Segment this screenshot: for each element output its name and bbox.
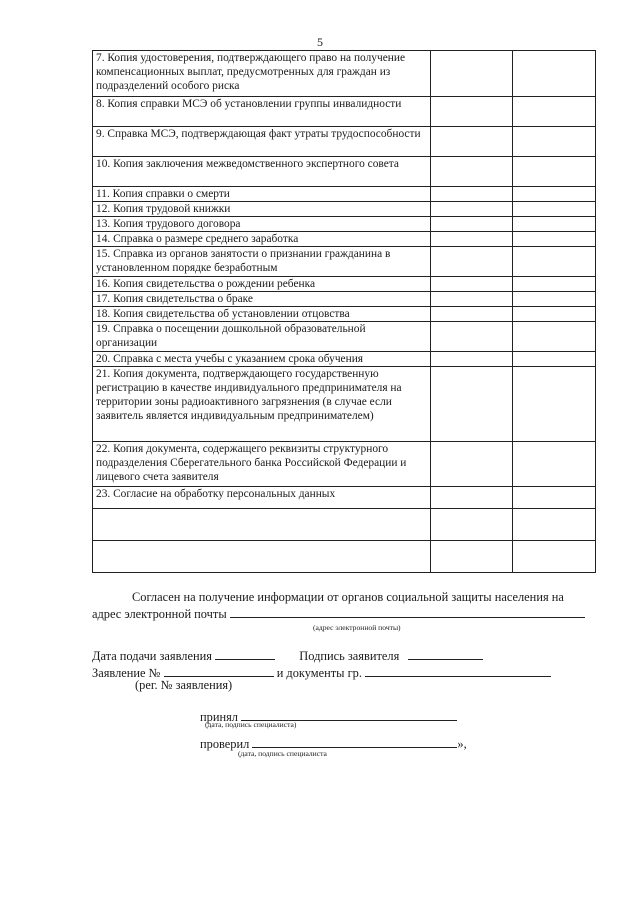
document-name-cell: 9. Справка МСЭ, подтверждающая факт утраты трудоспособности	[93, 127, 431, 157]
document-mark-cell[interactable]	[431, 352, 513, 367]
document-note-cell[interactable]	[513, 307, 596, 322]
document-mark-cell[interactable]	[431, 247, 513, 277]
submission-date-line[interactable]	[215, 647, 275, 660]
checked-signature-line[interactable]	[252, 735, 457, 748]
email-consent	[92, 590, 595, 622]
table-row	[93, 322, 596, 352]
document-note-cell[interactable]	[513, 367, 596, 442]
document-mark-cell[interactable]	[431, 292, 513, 307]
document-note-cell[interactable]	[513, 277, 596, 292]
document-name-cell: 15. Справка из органов занятости о признании гражданина в установленном порядке безработным	[93, 247, 431, 277]
applicant-signature-label: Подпись заявителя	[299, 649, 400, 663]
table-row	[93, 187, 596, 202]
table-row	[93, 217, 596, 232]
document-mark-cell[interactable]	[431, 509, 513, 541]
document-mark-cell[interactable]	[431, 442, 513, 487]
document-mark-cell[interactable]	[431, 541, 513, 573]
table-row	[93, 202, 596, 217]
table-row	[93, 367, 596, 442]
document-mark-cell[interactable]	[431, 217, 513, 232]
document-name-cell: 18. Копия свидетельства об установлении отцовства	[93, 307, 431, 322]
application-footer	[92, 647, 551, 681]
document-mark-cell[interactable]	[431, 127, 513, 157]
document-mark-cell[interactable]	[431, 277, 513, 292]
document-mark-cell[interactable]	[431, 202, 513, 217]
table-row	[93, 127, 596, 157]
application-no-line[interactable]	[164, 664, 274, 677]
document-mark-cell[interactable]	[431, 51, 513, 97]
document-name-cell: 16. Копия свидетельства о рождении ребенка	[93, 277, 431, 292]
table-row	[93, 51, 596, 97]
document-note-cell[interactable]	[513, 509, 596, 541]
table-row	[93, 509, 596, 541]
documents-label: и документы гр.	[276, 666, 362, 680]
email-caption: (адрес электронной почты)	[313, 623, 401, 632]
document-note-cell[interactable]	[513, 232, 596, 247]
document-note-cell[interactable]	[513, 127, 596, 157]
reg-no-caption: (рег. № заявления)	[135, 678, 233, 692]
document-name-cell: 20. Справка с места учебы с указанием срока обучения	[93, 352, 431, 367]
document-note-cell[interactable]	[513, 292, 596, 307]
document-note-cell[interactable]	[513, 97, 596, 127]
checked-quote-end: »,	[457, 737, 467, 751]
document-note-cell[interactable]	[513, 217, 596, 232]
document-name-cell: 12. Копия трудовой книжки	[93, 202, 431, 217]
table-row	[93, 97, 596, 127]
document-note-cell[interactable]	[513, 541, 596, 573]
document-mark-cell[interactable]	[431, 367, 513, 442]
document-note-cell[interactable]	[513, 352, 596, 367]
document-note-cell[interactable]	[513, 51, 596, 97]
table-row	[93, 307, 596, 322]
table-row	[93, 232, 596, 247]
table-row	[93, 442, 596, 487]
document-name-cell: 17. Копия свидетельства о браке	[93, 292, 431, 307]
document-name-cell	[93, 509, 431, 541]
applicant-signature-line[interactable]	[408, 647, 483, 660]
email-input-line[interactable]	[230, 605, 585, 618]
document-name-cell: 19. Справка о посещении дошкольной образовательной организации	[93, 322, 431, 352]
document-name-cell: 7. Копия удостоверения, подтверждающего право на получение компенсационных выплат, предусмотренных для граждан из подразделений особого риска	[93, 51, 431, 97]
documents-citizen-line[interactable]	[365, 664, 551, 677]
document-name-cell: 13. Копия трудового договора	[93, 217, 431, 232]
document-name-cell: 14. Справка о размере среднего заработка	[93, 232, 431, 247]
document-name-cell: 10. Копия заключения межведомственного экспертного совета	[93, 157, 431, 187]
document-name-cell	[93, 541, 431, 573]
document-note-cell[interactable]	[513, 157, 596, 187]
table-row	[93, 157, 596, 187]
document-mark-cell[interactable]	[431, 307, 513, 322]
submission-date-label: Дата подачи заявления	[92, 649, 212, 663]
document-name-cell: 22. Копия документа, содержащего реквизиты структурного подразделения Сберегательного банка Российской Федерации и лицевого счета заявителя	[93, 442, 431, 487]
document-name-cell: 8. Копия справки МСЭ об установлении группы инвалидности	[93, 97, 431, 127]
application-no-label: Заявление №	[92, 666, 161, 680]
page-number: 5	[317, 35, 323, 49]
document-note-cell[interactable]	[513, 322, 596, 352]
checked-caption: (дата, подпись специалиста	[238, 749, 327, 758]
document-note-cell[interactable]	[513, 442, 596, 487]
document-note-cell[interactable]	[513, 247, 596, 277]
document-mark-cell[interactable]	[431, 232, 513, 247]
document-note-cell[interactable]	[513, 487, 596, 509]
document-mark-cell[interactable]	[431, 322, 513, 352]
document-mark-cell[interactable]	[431, 487, 513, 509]
document-mark-cell[interactable]	[431, 157, 513, 187]
table-row	[93, 487, 596, 509]
document-note-cell[interactable]	[513, 202, 596, 217]
consent-text: Согласен на получение информации от органов социальной защиты населения на	[132, 590, 564, 604]
table-row	[93, 352, 596, 367]
accepted-label: принял	[200, 710, 238, 724]
document-mark-cell[interactable]	[431, 97, 513, 127]
document-name-cell: 11. Копия справки о смерти	[93, 187, 431, 202]
documents-table	[92, 50, 596, 573]
document-note-cell[interactable]	[513, 187, 596, 202]
accepted-caption: (дата, подпись специалиста)	[205, 720, 297, 729]
table-row	[93, 277, 596, 292]
document-name-cell: 21. Копия документа, подтверждающего государственную регистрацию в качестве индивидуального предпринимателя на территории зоны радиоактивного загрязнения (в случае если заявитель является индивидуальным предпринимателем)	[93, 367, 431, 442]
checked-label: проверил	[200, 737, 250, 751]
document-name-cell: 23. Согласие на обработку персональных данных	[93, 487, 431, 509]
email-label: адрес электронной почты	[92, 607, 227, 621]
table-row	[93, 247, 596, 277]
table-row	[93, 541, 596, 573]
table-row	[93, 292, 596, 307]
document-mark-cell[interactable]	[431, 187, 513, 202]
